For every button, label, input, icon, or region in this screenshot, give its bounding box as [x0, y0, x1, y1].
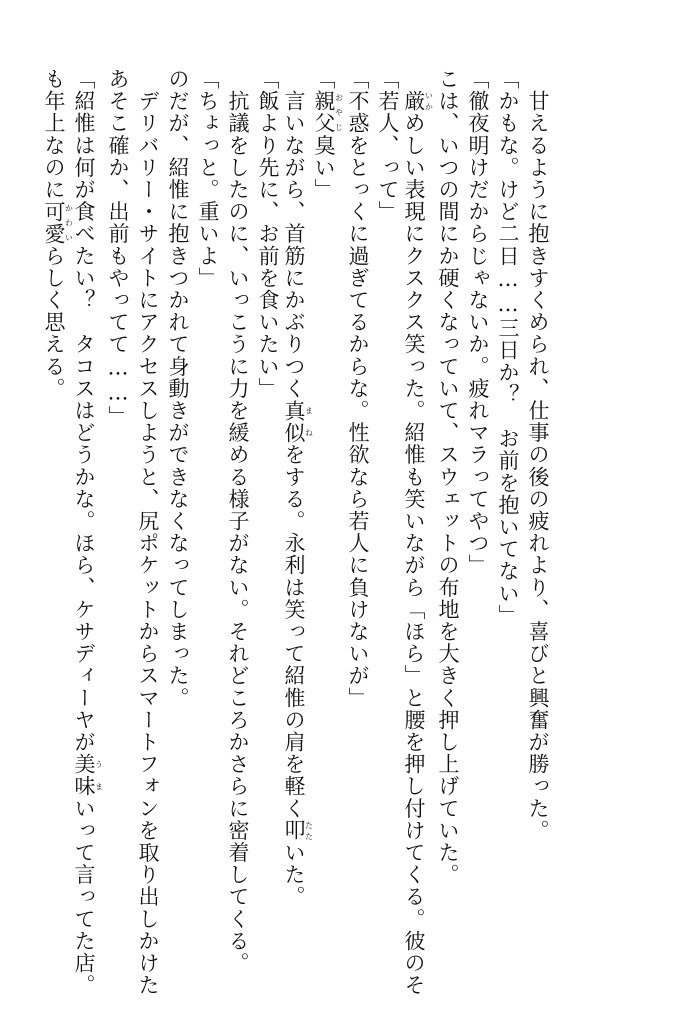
ruby-ika: 厳いか [402, 90, 434, 113]
text-line-11: 「不惑をとっくに過ぎてるからな。性欲なら若人に負けないが」 [346, 68, 370, 709]
text-line-6: 「ちょっと。重いよ」 [196, 68, 220, 289]
ruby-kawai: 可愛かわい [42, 200, 74, 245]
ruby-uma: 美味うま [72, 753, 104, 798]
ruby-oyaji: 親父おやじ [312, 90, 344, 135]
ruby-tata: 叩たた [282, 819, 314, 842]
text-line-16: 「かもな。けど二日……三日か？ お前を抱いてない」 [496, 68, 520, 627]
text-line-12: 「若人、って」 [376, 68, 400, 223]
text-line-10: 「親父おやじ臭い」 [312, 68, 344, 201]
text-line-7: 抗議をしたのに、いっこうに力を緩める様子がない。それどころかさらに密着してくる。 [226, 68, 250, 975]
text-line-15: 「徹夜明けだからじゃないか。疲れマラってやつ」 [466, 68, 490, 577]
text-line-5: のだが、紹惟に抱きつかれて身動きができなくなってしまった。 [166, 68, 190, 709]
text-line-2: 「紹惟は何が食べたい？ タコスはどうかな。ほら、ケサディーヤが美味うまいって言ってた店。 [72, 68, 104, 997]
text-line-9: 言いながら、首筋にかぶりつく真似まねをする。永利は笑って紹惟の肩を軽く叩たたいた。 [282, 68, 314, 908]
text-line-17: 甘えるように抱きすくめられ、仕事の後の疲れより、喜びと興奮が勝った。 [526, 68, 550, 842]
text-line-8: 「飯より先に、お前を食いたい」 [256, 68, 280, 400]
text-line-3: あそこ確か、出前もやってて……」 [106, 68, 130, 428]
text-line-4: デリバリー・サイトにアクセスしようと、尻ポケットからスマートフォンを取り出しかけた [136, 68, 160, 997]
ruby-mane: 真似まね [282, 399, 314, 444]
text-line-1: も年上なのに可愛かわいらしく思える。 [42, 68, 74, 400]
text-line-14: こは、いつの間にか硬くなっていて、スウェットの布地を大きく押し上げていた。 [436, 68, 460, 886]
text-line-13: 厳いかめしい表現にクスクス笑った。紹惟も笑いながら「ほら」と腰を押し付けてくる。彼のそ [402, 90, 434, 997]
